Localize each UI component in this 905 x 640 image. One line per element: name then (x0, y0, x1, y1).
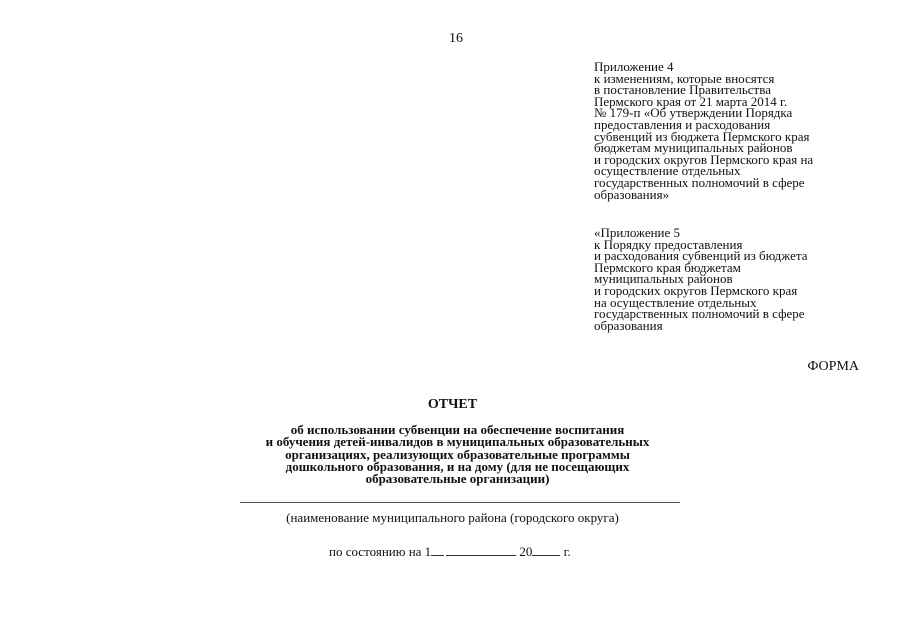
annex-5-line: и расходования субвенций из бюджета (594, 248, 808, 264)
report-date-line (329, 543, 571, 560)
report-subtitle-line: об использовании субвенции на обеспечение воспитания (290, 422, 625, 437)
annex-5-line: Пермского края бюджетам (594, 259, 741, 275)
day-blank[interactable] (431, 543, 444, 556)
report-subtitle-line: образовательные организации) (365, 471, 550, 487)
annex-4-line: предоставления и расходования (594, 116, 771, 132)
date-suffix: г. (563, 544, 571, 559)
annex-5-line: образования (594, 317, 663, 333)
page-number: 16 (449, 31, 463, 46)
annex-4-line: образования» (594, 186, 670, 202)
report-subtitle-line: дошкольного образования, и на дому (для не посещающих (285, 458, 630, 474)
year-blank[interactable] (532, 543, 560, 556)
form-label: ФОРМА (807, 359, 859, 374)
annex-5-line: и городских округов Пермского края (594, 282, 798, 298)
annex-4-line: Пермского края от 21 марта 2014 г. (594, 93, 788, 109)
annex-4-line: № 179-п «Об утверждении Порядка (594, 105, 793, 121)
district-name-caption: (наименование муниципального района (городского округа) (286, 510, 619, 525)
annex-4-header (594, 61, 864, 200)
annex-4-line: осуществление отдельных (594, 163, 741, 179)
annex-4-line: к изменениям, которые вносятся (594, 70, 775, 86)
annex-4-line: государственных полномочий в сфере (594, 174, 805, 190)
year-prefix: 20 (519, 544, 533, 559)
date-prefix: по состоянию на 1 (329, 544, 432, 559)
annex-5-line: на осуществление отдельных (594, 294, 757, 310)
annex-4-line: Приложение 4 (594, 59, 674, 74)
annex-4-line: и городских округов Пермского края на (594, 151, 814, 167)
month-blank[interactable] (446, 543, 516, 556)
annex-5-line: государственных полномочий в сфере (594, 306, 805, 322)
annex-5-line: «Приложение 5 (594, 225, 681, 240)
annex-5-header (594, 227, 864, 331)
report-subtitle-line: и обучения детей-инвалидов в муниципальных образовательных (265, 434, 650, 450)
report-subtitle (150, 424, 765, 485)
annex-5-line: к Порядку предоставления (594, 236, 743, 252)
report-title: ОТЧЕТ (427, 397, 478, 412)
annex-4-line: бюджетам муниципальных районов (594, 140, 793, 156)
annex-4-line: субвенций из бюджета Пермского края (594, 128, 810, 144)
annex-4-line: в постановление Правительства (594, 82, 771, 98)
annex-5-line: муниципальных районов (594, 271, 733, 287)
report-subtitle-line: организациях, реализующих образовательные программы (285, 446, 630, 462)
district-name-fill-line[interactable] (240, 502, 680, 503)
